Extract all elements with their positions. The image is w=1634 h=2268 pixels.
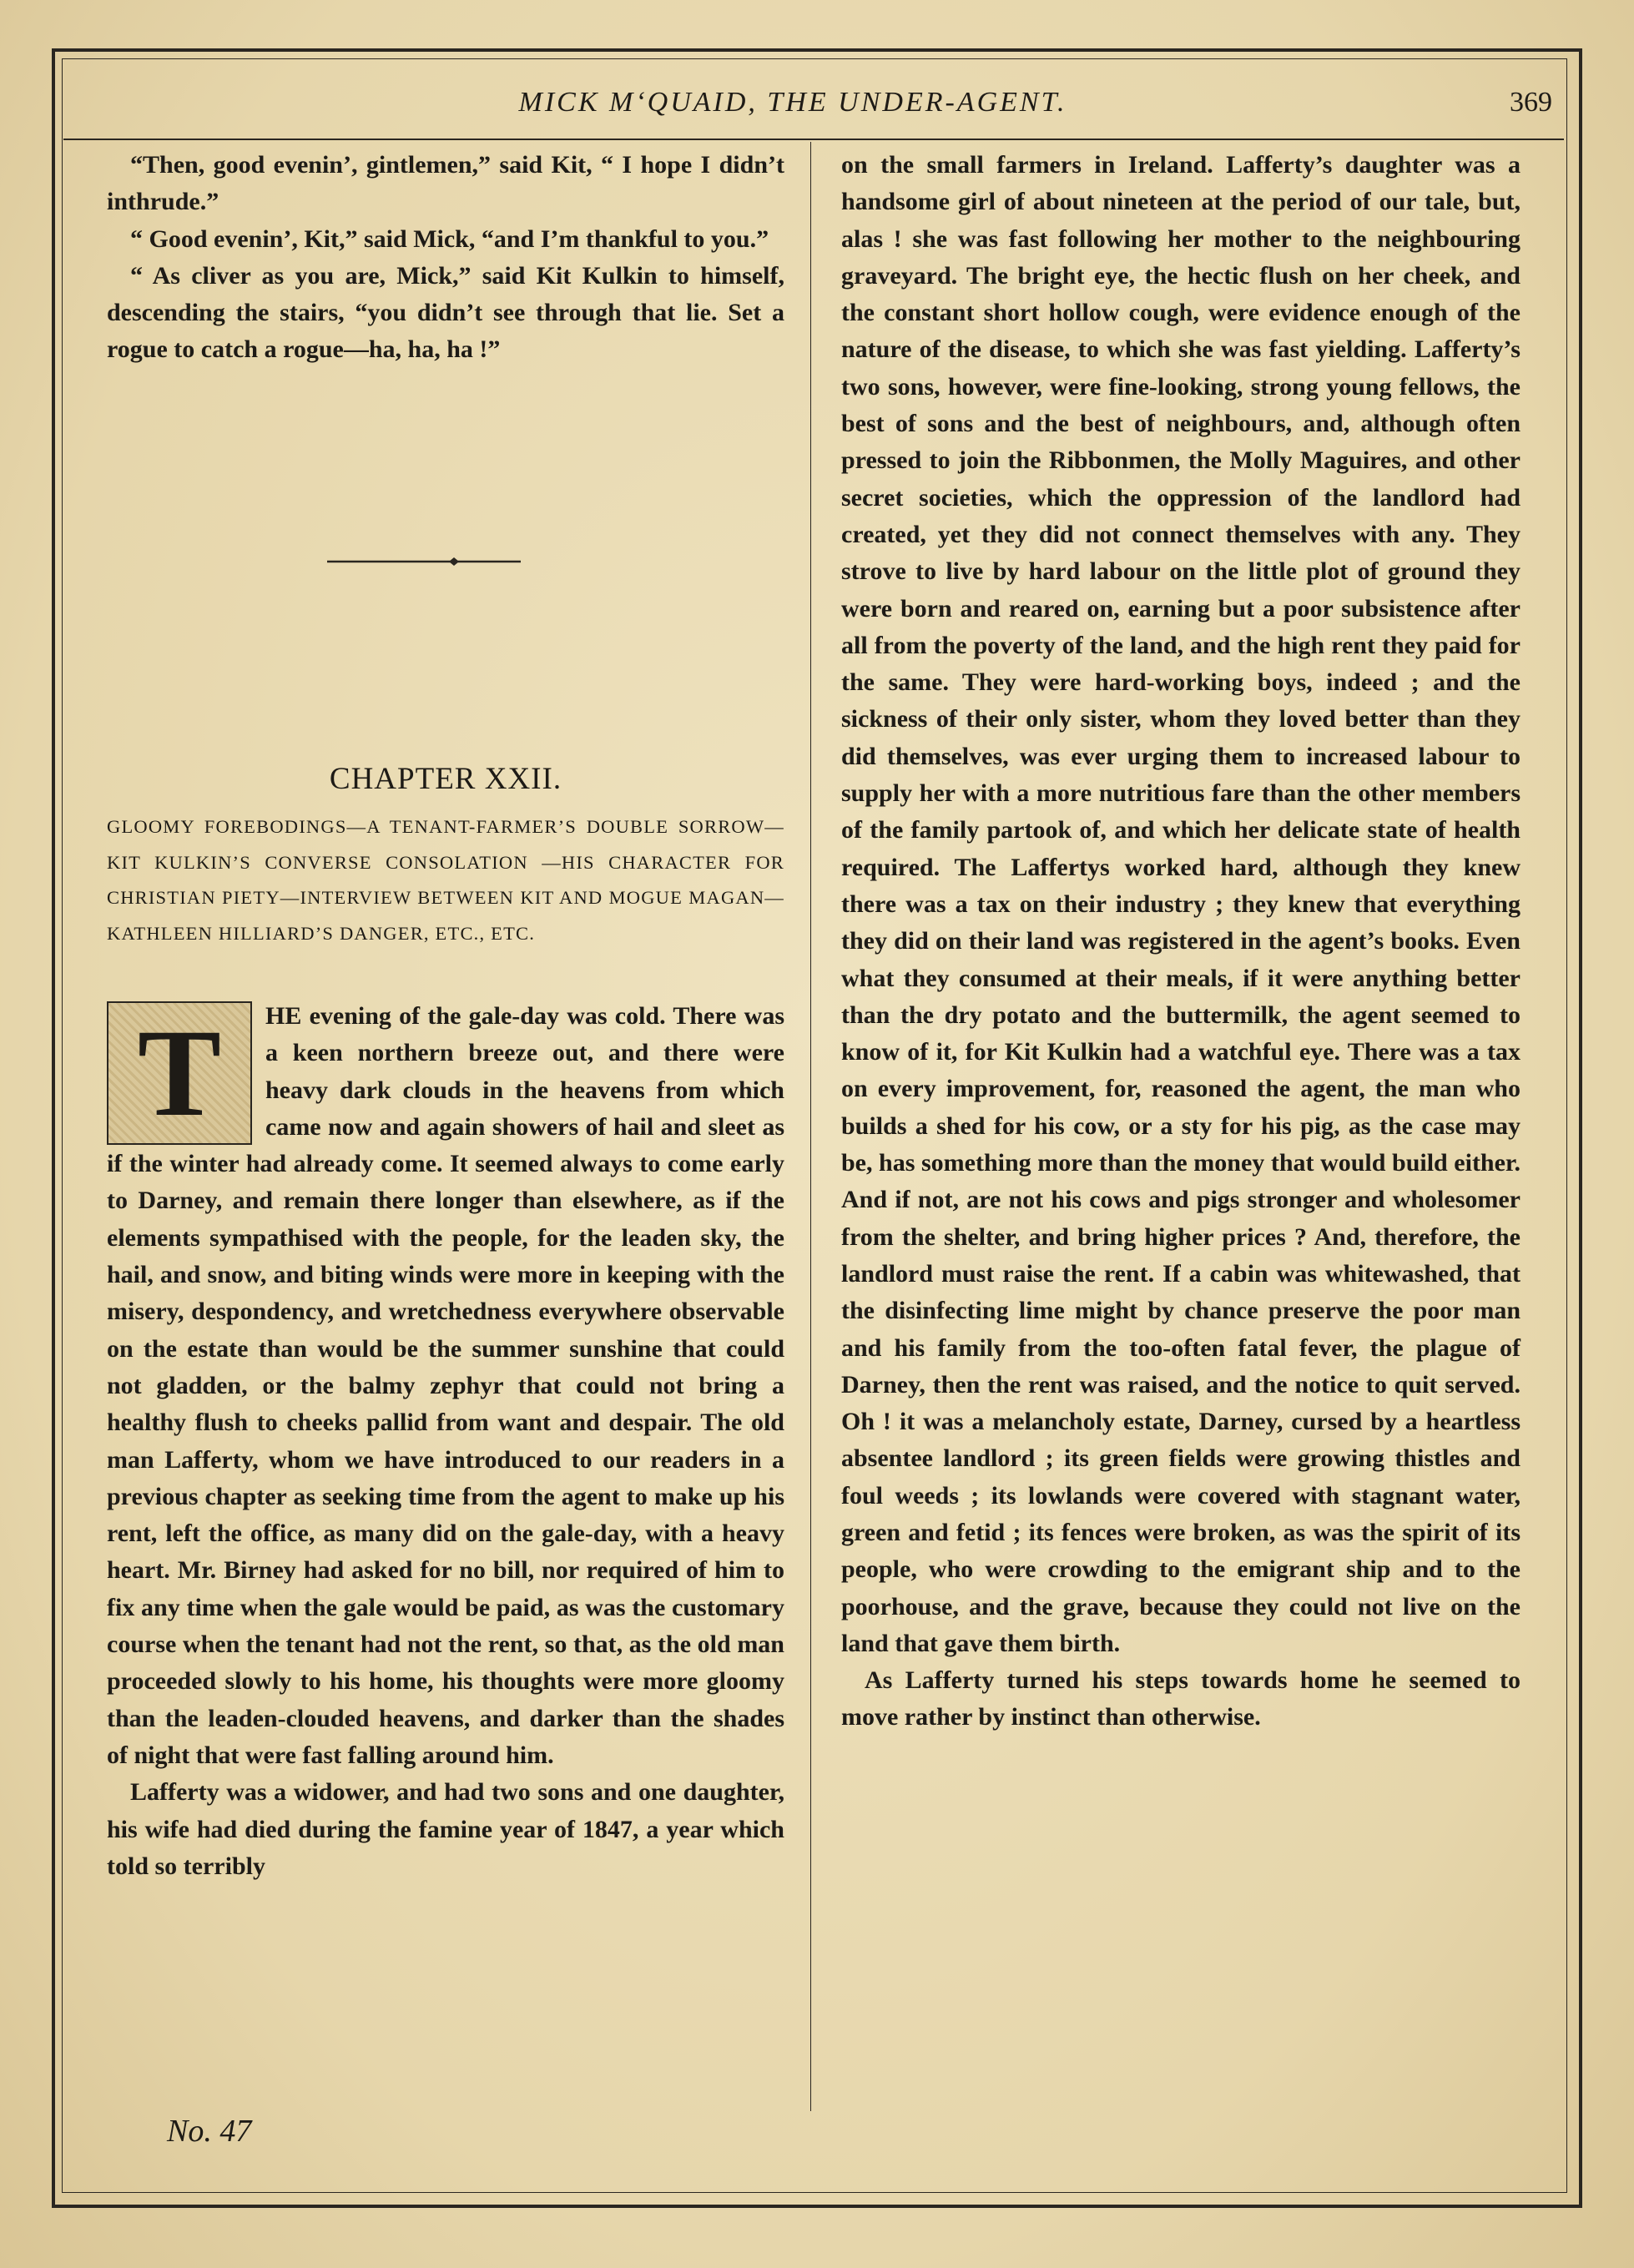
drop-cap-letter: T — [137, 1004, 222, 1142]
paragraph: “Then, good evenin’, gintlemen,” said Kit, “ I hope I didn’t inthrude.” — [107, 151, 784, 216]
paragraph: “ Good evenin’, Kit,” said Mick, “and I’m thankful to you.” — [130, 224, 769, 253]
paragraph: HE evening of the gale-day was cold. There was a keen northern breeze out, and there were heavy dark clouds in the heavens from which came now and again showers of hail and sleet as if the winter had already come. It seemed always to come early to Darney, and remain there longer than elsewhere, as if the elements sympathised with the people, for the leaden sky, the hail, and snow, and biting winds were more in keeping with the misery, despondency, and wretchedness everywhere observable on the estate than would be the summer sunshine that could not gladden, or the balmy zephyr that could not bring a healthy flush to cheeks pallid from want and despair. The old man Lafferty, whom we have introduced to our readers in a previous chapter as seeking time from the agent to make up his rent, left the office, as many did on the gale-day, with a heavy heart. Mr. Birney had asked for no bill, nor required of him to fix any time when the gale would be paid, as was the customary course when the tenant had not the rent, so that, as the old man proceeded slowly to his home, his thoughts were more gloomy than the leaden-clouded heavens, and darker than the shades of night that were fast falling around him. — [107, 1002, 784, 1769]
signature-mark: No. 47 — [167, 2114, 252, 2149]
paragraph: Lafferty was a widower, and had two sons and one daughter, his wife had died during the famine year of 1847, a year which told so terribly — [107, 1778, 784, 1880]
chapter-title: CHAPTER XXII. — [329, 762, 562, 796]
page-number: 369 — [1510, 87, 1552, 118]
column-divider — [810, 142, 811, 2111]
header-rule — [63, 139, 1564, 140]
paragraph: on the small farmers in Ireland. Lafferty’s daughter was a handsome girl of about nineteen at the period of our tale, but, alas ! she was fast following her mother to the neighbouring graveyard. The bright eye, the hectic flush on her cheek, and the constant short hollow cough, were evidence enough of the nature of the disease, to which she was fast yielding. Lafferty’s two sons, however, were fine-looking, strong young fellows, the best of sons and the best of neighbours, and, although often pressed to join the Ribbonmen, the Molly Maguires, and other secret societies, which the oppression of the landlord had created, yet they did not connect themselves with any. They strove to live by hard labour on the little plot of ground they were born and reared on, earning but a poor subsistence after all from the poverty of the land, and the high rent they paid for the same. They were hard-working boys, indeed ; and the sickness of their only sister, whom they loved better than they did themselves, was ever urging them to increased labour to supply her with a more nutritious fare than the other members of the family partook of, and which her delicate state of health required. The Laffertys worked hard, although they knew there was a tax on their industry ; they knew that everything they did on their land was registered in the agent’s books. Even what they consumed at their meals, if it were anything better than the dry potato and the buttermilk, the agent seemed to know of it, for Kit Kulkin had a watchful eye. There was a tax on every improvement, for, reasoned the agent, the man who builds a shed for his cow, or a sty for his pig, as the case may be, has something more than the money that would build either. And if not, are not his cows and pigs stronger and wholesomer from the shelter, and bring higher prices ? And, therefore, the landlord must raise the rent. If a cabin was whitewashed, that the disinfecting lime might by chance preserve the poor man and his family from the too-often fatal fever, the plague of Darney, then the rent was raised, and the notice to quit served. Oh ! it was a melancholy estate, Darney, cursed by a heartless absentee landlord ; its green fields were growing thistles and foul weeds ; its lowlands were covered with stagnant water, green and fetid ; its fences were broken, as was the spirit of its people, who were crowding to the emigrant ship and to the poorhouse, and the grave, because they could not live on the land that gave them birth. — [841, 151, 1521, 1657]
left-column-text — [107, 147, 784, 369]
drop-cap-initial — [107, 1001, 252, 1145]
chapter-body — [107, 998, 784, 1885]
paragraph: As Lafferty turned his steps towards home he seemed to move rather by instinct than otherwise. — [841, 1666, 1521, 1731]
paragraph: “ As cliver as you are, Mick,” said Kit Kulkin to himself, descending the stairs, “you didn’t see through that lie. Set a rogue to catch a rogue—ha, ha, ha !” — [107, 261, 784, 364]
section-break-ornament — [327, 556, 521, 567]
right-column-text — [841, 147, 1521, 1736]
chapter-synopsis: GLOOMY FOREBODINGS—A TENANT-FARMER’S DOUBLE SORROW—KIT KULKIN’S CONVERSE CONSOLATION —HIS CHARACTER FOR CHRISTIAN PIETY—INTERVIEW BETWEEN KIT AND MOGUE MAGAN—KATHLEEN HILLIARD’S DANGER, ETC., ETC. — [107, 816, 784, 944]
running-title: MICK M‘QUAID, THE UNDER-AGENT. — [518, 87, 1067, 118]
